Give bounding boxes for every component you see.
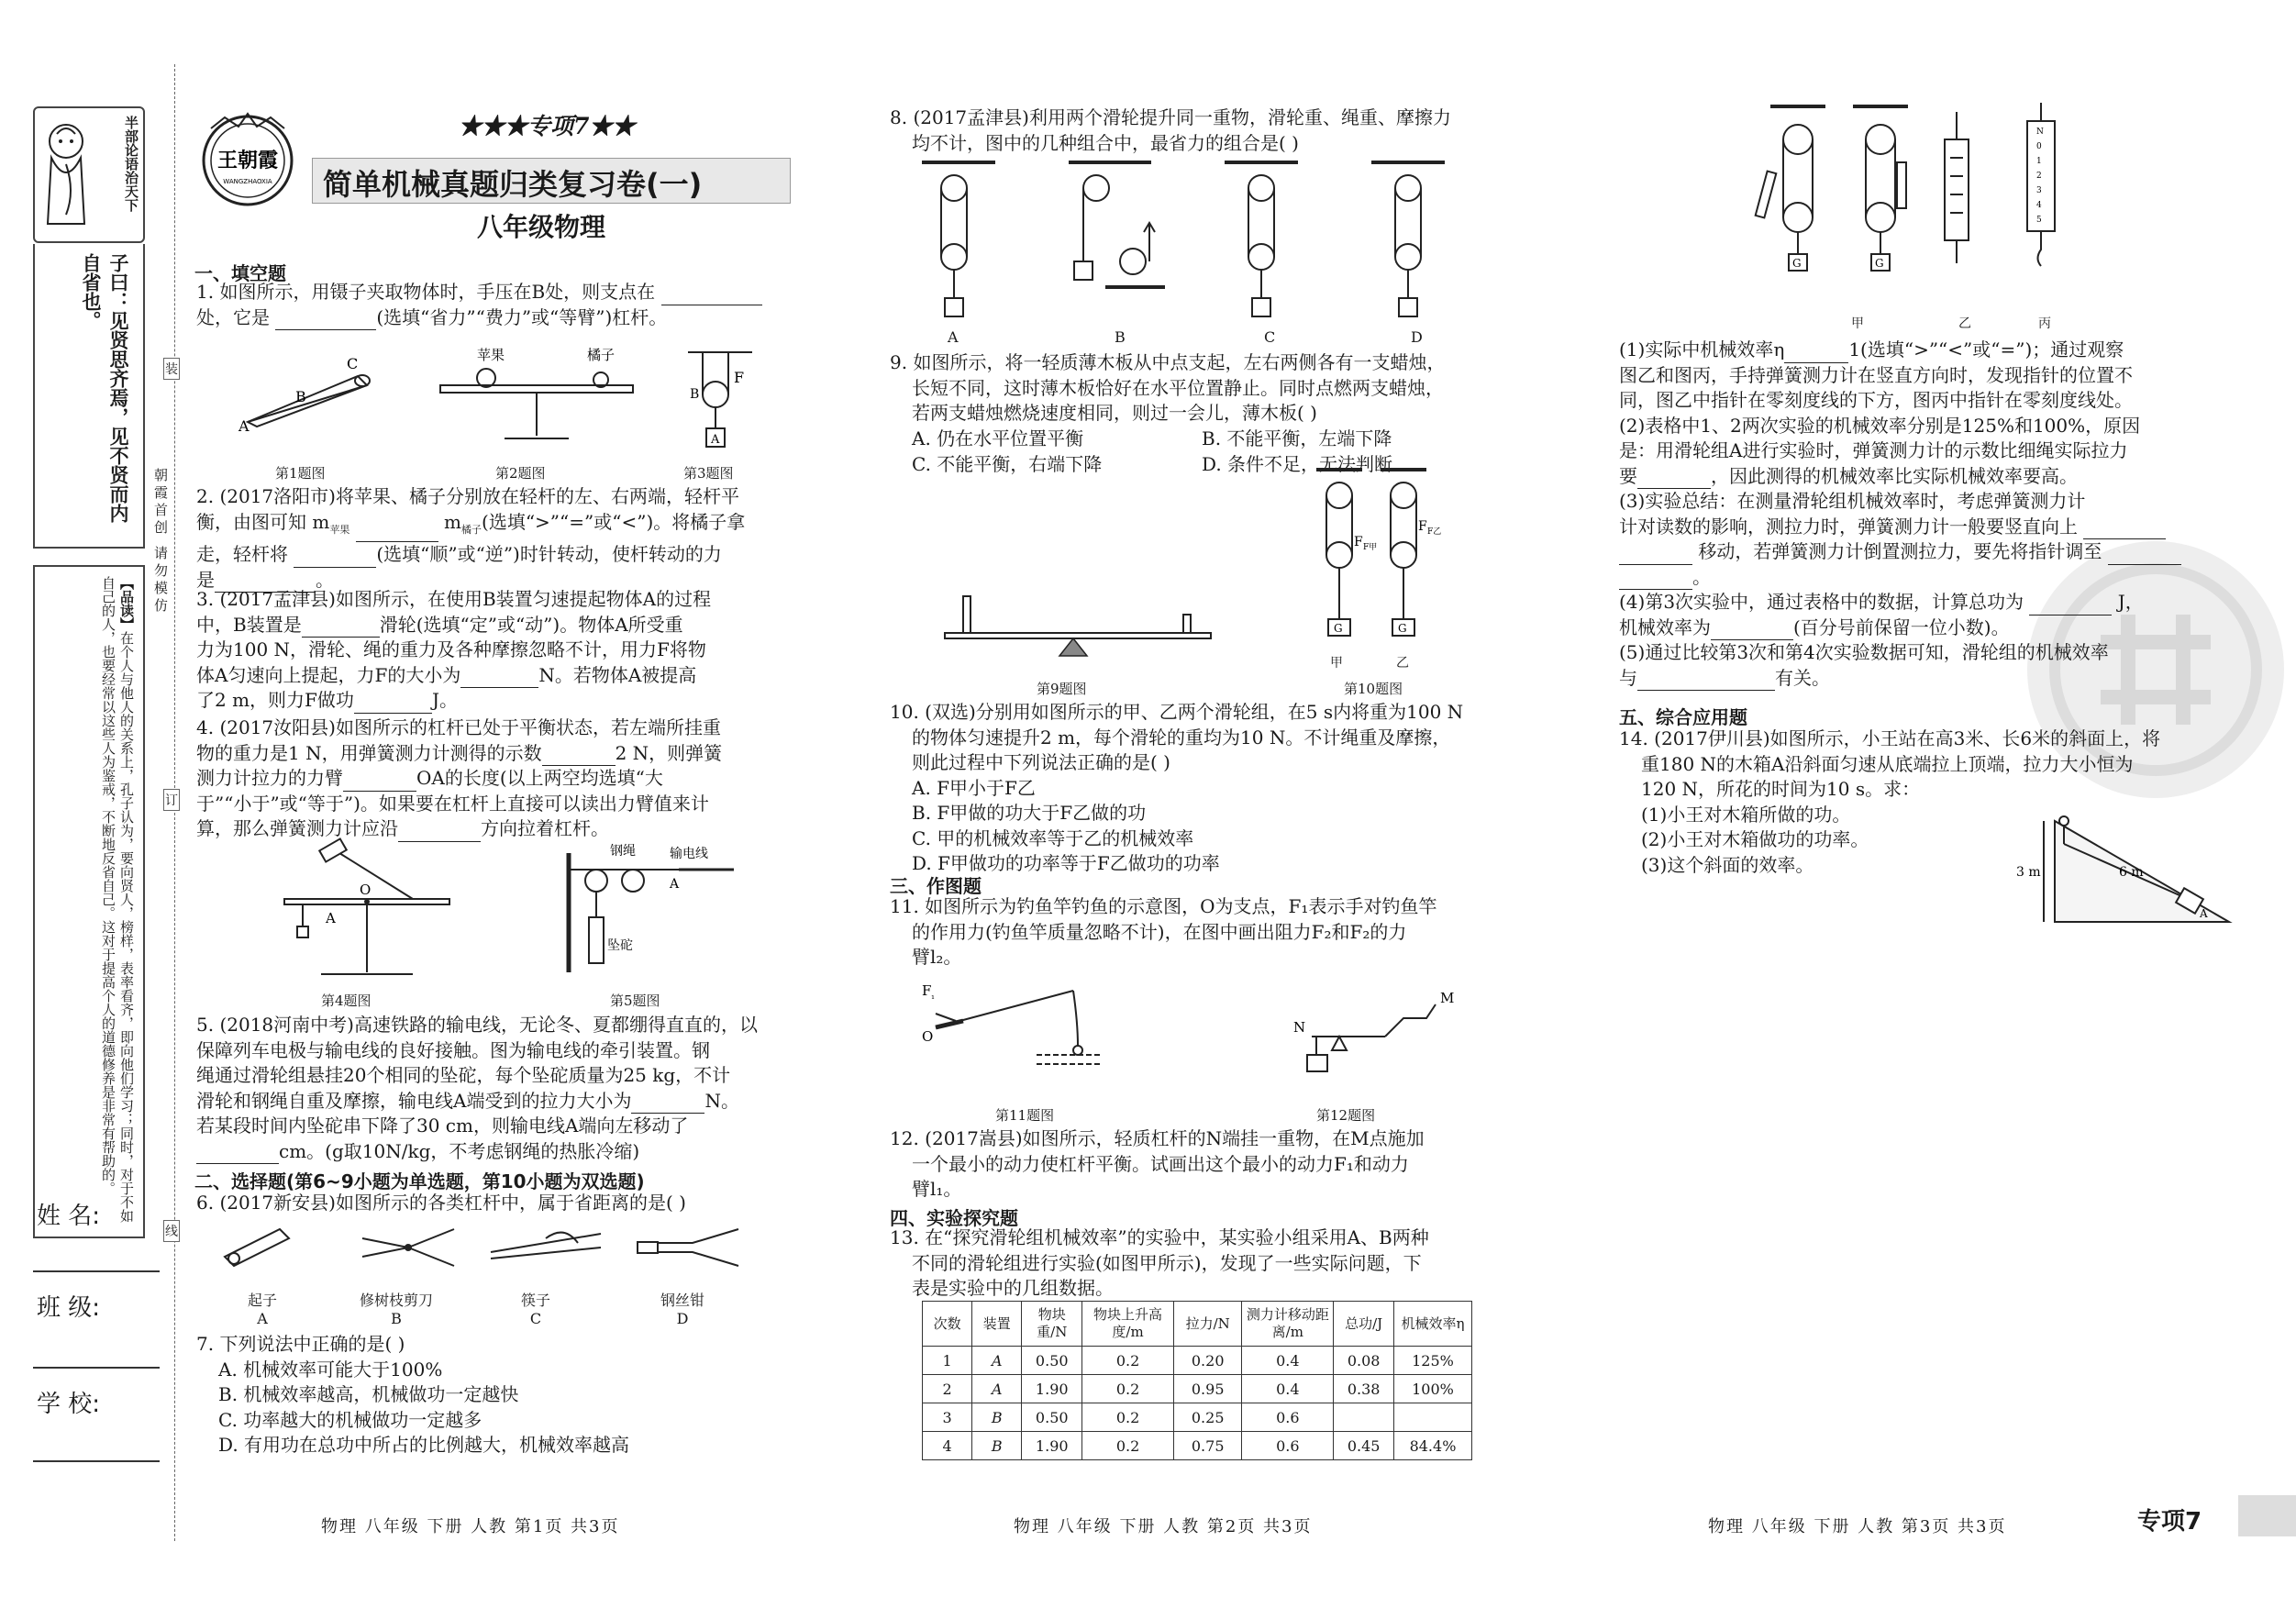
svg-text:A: A [326,910,336,926]
lever-figure-4 [275,844,459,981]
svg-text:₁: ₁ [931,992,936,1002]
main-title: 简单机械真题归类复习卷(一) [323,167,703,202]
svg-text:4: 4 [2036,201,2042,210]
question-10: 10. (双选)分别用如图所示的甲、乙两个滑轮组，在5 s内将重为100 N 的物体匀速提升2 m，每个滑轮的重均为10 N。不计绳重及摩擦， 则此过程中下列说法正确的是( ) A. F甲小于F乙 B. F甲做的功大于F乙做的功 C. 甲的机械效率等于乙的机械效率 D. F甲做功的功率等于F乙做功的功率 [890,701,1464,874]
svg-text:A: A [670,877,680,892]
confucius-icon [39,114,94,233]
q5-blank-1[interactable] [631,1094,704,1114]
fold-mark-3: 线 [163,1220,180,1242]
question-4: 4. (2017汝阳县)如图所示的杠杆已处于平衡状态，若左端所挂重 物的重力是1 N，用弹簧测力计测得的示数 2 N，则弹簧 测力计拉力的力臂 OA的长度(以上两空均选填“大 于”“小于”或“等于”)。如果要在杠杆上直接可以读出力臂值来计 算，那么弹簧测力计应沿 方向拉着杠杆。 [196,715,722,842]
q1-blank-1[interactable] [661,286,762,305]
question-7: 7. 下列说法中正确的是( ) A. 机械效率可能大于100% B. 机械效率越高，机械做功一定越快 C. 功率越大的机械做功一定越多 D. 有用功在总功中所占的比例越大，机械效率越高 [196,1333,630,1456]
fig-label-bing: 丙 [2038,316,2051,331]
question-13-continued: (1)实际中机械效率η 1(选填“>”“<”或“=”)；通过观察 图乙和图丙，手持弹簧测力计在竖直方向时，发现指针的位置不 同，图乙中指针在零刻度线的下方，图丙中指针在零刻度线处。 (2)表格中1、2两次实验的机械效率分别是125%和100%，原因 是：用滑轮组A进行实验时，弹簧测力计的示数比细绳实际拉力 要 ，因此测得的机械效率比实际机械效率要高。 (3)实验总结：在测量滑轮组机械效率时，考虑弹簧测力计 计对读数的影响，测拉力时，弹簧测力计一般要竖直向上 移动，若弹簧测力计倒置测拉力，要先将指针调至 。 (4)第3次实验中，通过表格中的数据，计算总功为 J， 机械效率为 (百分号前保留一位小数)。 (5)通过比较第3次和第4次实验数据可知，滑轮组的机械效率 与 有关。 [1619,338,2181,691]
quote-text: 子曰：见贤思齐焉，见不贤而内自省也。 [80,253,129,523]
lever-figure-12 [1293,986,1477,1078]
q8-pulley-options-figure [913,161,1463,316]
svg-text:G: G [1875,257,1884,270]
power-line-figure-5 [560,844,743,981]
q8-letter-b: B [1115,328,1126,346]
q8-letter-a: A [948,328,959,346]
svg-text:G: G [1398,622,1407,635]
topic-label: ★★★专项7★★ [459,113,636,139]
svg-text:F: F [922,982,932,999]
q13-blank-4[interactable] [1619,546,1692,565]
corner-label: 专项7 [2137,1508,2202,1536]
pulley-setup-b [1853,106,1908,271]
svg-text:G: G [1792,257,1802,270]
q8-letter-c: C [1264,328,1276,346]
svg-text:O: O [922,1028,934,1045]
fig11-caption: 第11题图 [995,1107,1055,1124]
table-row: 2 A 1.90 0.2 0.95 0.4 0.38 100% [923,1375,1472,1403]
spring-scale-yi [1945,112,1969,263]
fig2-caption: 第2题图 [495,465,546,482]
q4-blank-3[interactable] [398,823,481,842]
table-row: 3 B 0.50 0.2 0.25 0.6 [923,1403,1472,1432]
svg-text:N: N [1293,1019,1306,1036]
candle-board-figure [936,587,1229,660]
logo-icon [188,110,307,211]
page1-footer: 物理 八年级 下册 人教 第1页 共3页 [321,1517,620,1536]
q13-blank-6[interactable] [1619,571,1692,590]
svg-text:F甲: F甲 [1363,543,1378,552]
fig5-caption: 第5题图 [610,993,660,1009]
corner-tab [2238,1495,2296,1536]
fishing-rod-figure [917,977,1101,1078]
q13-apparatus-figure [1761,103,2110,277]
svg-text:B: B [295,388,306,405]
logo-text: 王朝霞 [216,149,279,172]
q13-blank-2[interactable] [1637,470,1711,489]
page2-footer: 物理 八年级 下册 人教 第2页 共3页 [1014,1517,1313,1536]
svg-text:O: O [360,882,372,898]
q3-blank-2[interactable] [460,669,538,688]
reading-title: 【品读】 [118,576,135,631]
svg-text:橘子: 橘子 [587,347,616,363]
tweezers-figure [238,355,385,449]
svg-text:M: M [1440,990,1455,1006]
reading-text: 【品读】在个人与他人的关系上，孔子认为，要向贤人，榜样，表率看齐，即向他们学习；同时，对于不如自己的人，也要经常以这些人为鉴戒，不断地反省自己。这对于提高个人的道德修养是非常有帮助的。 [100,576,135,1223]
tool-label-d: 钢丝钳 D [660,1292,705,1327]
fig-label-yi: 乙 [1958,316,1971,331]
svg-text:F乙: F乙 [1427,527,1442,537]
fold-mark-1: 装 [163,358,180,380]
tool-label-b: 修树枝剪刀 B [360,1292,434,1327]
svg-text:A: A [2200,907,2208,920]
question-5: 5. (2018河南中考)高速铁路的输电线，无论冬、夏都绷得直直的，以 保障列车电极与输电线的良好接触。图为输电线的牵引装置。钢 绳通过滑轮组悬挂20个相同的坠砣，每个坠砣质量为25 kg，不计 滑轮和钢绳自重及摩擦，输电线A端受到的拉力大小为 N。 若某段时间内坠砣串下降了30 cm，则输电线A端向左移动了 cm。(g取10N/kg，不考虑钢绳的热胀冷缩) [196,1013,758,1164]
svg-text:6 m: 6 m [2119,865,2144,880]
svg-text:A: A [238,417,250,435]
svg-text:C: C [347,355,359,372]
apple-orange-lever-figure [431,347,642,459]
fig12-caption: 第12题图 [1316,1107,1376,1124]
svg-text:F: F [1354,535,1363,549]
section-2-title: 二、选择题(第6~9小题为单选题，第10小题为双选题) [194,1170,645,1192]
tool-label-a: 起子 A [248,1292,278,1327]
fig10-label-jia: 甲 [1330,656,1343,671]
svg-text:3: 3 [2036,186,2042,195]
svg-text:B: B [690,387,700,402]
svg-text:F: F [1418,519,1427,534]
section-1-title: 一、填空题 [194,262,286,284]
q5-blank-2[interactable] [196,1145,279,1164]
q4-blank-2[interactable] [343,772,416,792]
q13-blank-7[interactable] [2029,596,2112,616]
fig-label-jia: 甲 [1851,316,1864,331]
svg-text:0: 0 [2036,142,2042,151]
subtitle: 八年级物理 [477,212,606,242]
q13-blank-1[interactable] [1784,344,1848,363]
q9-options: A. 仍在水平位置平衡 B. 不能平衡，左端下降 C. 不能平衡，右端下降 D. 条件不足，无法判断 [912,427,1393,475]
fig1-caption: 第1题图 [275,465,326,482]
q2-blank-1[interactable] [356,523,438,542]
q1-blank-2[interactable] [275,311,376,330]
q3-blank-3[interactable] [354,694,432,714]
question-14: 14. (2017伊川县)如图所示，小王站在高3米、长6米的斜面上，将 重180 N的木箱A沿斜面匀速从底端拉上顶端，拉力大小恒为 120 N，所花的时间为10 s。求： (1)小王对木箱所做的功。 (2)小王对木箱做功的功率。 (3)这个斜面的效率。 [1619,727,2161,876]
svg-text:F: F [734,369,745,386]
question-1: 1. 如图所示，用镊子夹取物体时，手压在B处，则支点在 处，它是 (选填“省力”“费力”或“等臂”)杠杆。 [196,280,762,330]
pulley-blocks-figure-10 [1312,468,1440,633]
class-field[interactable] [33,1367,160,1369]
question-2: 2. (2017洛阳市)将苹果、橘子分别放在轻杆的左、右两端，轻杆平 衡，由图可知 $m_{苹果}$ $m_{橘子}$(选填“>”“=”或“<”)。将橘子拿 走，轻杆将 (选填“顺”或“逆”)时针转动，使杆转动的力 是 。 [196,484,745,593]
pulley-option-b [1069,162,1165,287]
copyright-stamp: 朝霞首创 请勿模仿 [152,468,169,616]
svg-text:坠砣: 坠砣 [607,938,633,953]
fold-mark-2: 订 [163,789,180,811]
svg-text:5: 5 [2036,216,2042,225]
fig3-caption: 第3题图 [683,465,734,482]
fig4-caption: 第4题图 [321,993,372,1009]
quote-box [33,244,145,549]
question-9: 9. 如图所示，将一轻质薄木板从中点支起，左右两侧各有一支蜡烛， 长短不同，这时薄木板恰好在水平位置静止。同时点燃两支蜡烛， 若两支蜡烛燃烧速度相同，则过一会儿，薄木板( ) [890,351,1446,424]
bottle-opener-icon [225,1229,289,1266]
pruning-shears-icon [362,1229,454,1266]
svg-text:1: 1 [2036,157,2042,166]
svg-text:钢绳: 钢绳 [610,844,636,859]
question-11: 11. 如图所示为钓鱼竿钓鱼的示意图，O为支点，F₁表示手对钓鱼竿 的作用力(钓鱼竿质量忽略不计)，在图中画出阻力F₂和F₂的力 臂l₂。 [890,895,1437,968]
q8-letter-d: D [1411,328,1423,346]
page3-footer: 物理 八年级 下册 人教 第3页 共3页 [1708,1517,2007,1536]
pulley-option-d [1371,162,1445,316]
svg-text:3 m: 3 m [2016,865,2041,880]
svg-text:输电线: 输电线 [670,847,708,861]
svg-text:A: A [711,433,720,447]
svg-text:苹果: 苹果 [477,347,505,363]
q3-blank-1[interactable] [302,618,380,638]
table-header-row: 次数 装置 物块重/N 物块上升高度/m 拉力/N 测力计移动距离/m 总功/J 机械效率η [923,1302,1472,1347]
badge [33,106,145,243]
pulley-option-c [1225,162,1298,316]
q13-blank-9[interactable] [1637,671,1775,691]
section-3-title: 三、作图题 [890,875,982,897]
q13-blank-8[interactable] [1711,621,1793,640]
q6-tools-figure [216,1220,803,1275]
question-6: 6. (2017新安县)如图所示的各类杠杆中，属于省距离的是( ) [196,1192,686,1214]
question-8: 8. (2017孟津县)利用两个滑轮提升同一重物，滑轮重、绳重、摩擦力 均不计，图中的几种组合中，最省力的组合是( ) [890,106,1451,154]
question-13: 13. 在“探究滑轮组机械效率”的实验中，某实验小组采用A、B两种 不同的滑轮组进行实验(如图甲所示)，发现了一些实际问题，下 表是实验中的几组数据。 [890,1226,1429,1299]
name-field[interactable] [33,1270,160,1272]
chopsticks-icon [491,1233,601,1259]
question-3: 3. (2017孟津县)如图所示，在使用B装置匀速提起物体A的过程 中，B装置是 滑轮(选填“定”或“动”)。物体A所受重 力为100 N，滑轮、绳的重力及各种摩擦忽略不计，用力F将物 体A匀速向上提起，力F的大小为 N。若物体A被提高 了2 m，则力F做功 J。 [196,587,711,714]
reading-box [33,565,145,1238]
experiment-table [922,1301,1472,1460]
table-row: 4 B 1.90 0.2 0.75 0.6 0.45 84.4% [923,1432,1472,1460]
pulley-figure-3 [688,350,761,451]
svg-text:G: G [1334,622,1343,635]
fig10-label-yi: 乙 [1396,656,1409,671]
section-4-title: 四、实验探究题 [890,1207,1018,1229]
class-label: 班 级: [37,1294,101,1322]
name-label: 姓 名: [37,1203,101,1230]
spring-scale-bing [2027,103,2055,266]
fig9-caption: 第9题图 [1037,681,1087,697]
pliers-icon [638,1229,738,1266]
tool-label-c: 筷子 C [521,1292,551,1327]
question-12: 12. (2017嵩县)如图所示，轻质杠杆的N端挂一重物，在M点施加 一个最小的动力使杠杆平衡。试画出这个最小的动力F₁和动力 臂l₁。 [890,1127,1425,1200]
pulley-option-a [922,162,995,316]
svg-text:2: 2 [2036,172,2042,181]
incline-figure [2016,812,2238,931]
q13-blank-5[interactable] [2108,546,2181,565]
pulley-setup-a [1756,106,1825,271]
badge-text: 半部论语治天下 [123,116,139,212]
section-5-title: 五、综合应用题 [1619,706,1747,728]
logo-sub: WANGZHAOXIA [223,178,272,185]
q4-blank-1[interactable] [542,747,616,766]
table-row: 1 A 0.50 0.2 0.20 0.4 0.08 125% [923,1347,1472,1375]
q13-blank-3[interactable] [2083,520,2166,539]
svg-text:N: N [2036,128,2044,137]
fig10-caption: 第10题图 [1344,681,1403,697]
q2-blank-2[interactable] [294,549,376,568]
school-field[interactable] [33,1460,160,1462]
school-label: 学 校: [37,1391,101,1418]
